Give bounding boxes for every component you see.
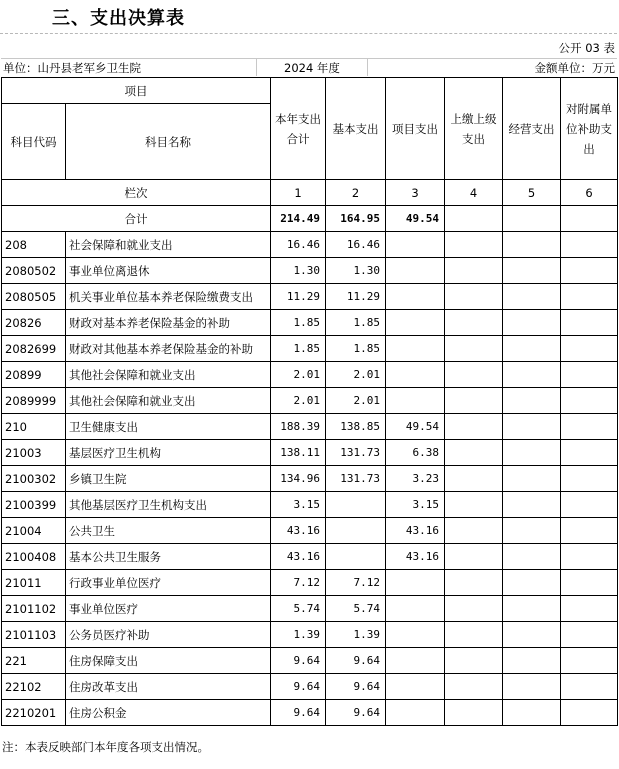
row-name: 基层医疗卫生机构 <box>66 440 271 466</box>
row-upper <box>445 336 503 362</box>
row-basic <box>326 544 386 570</box>
page-title: 三、支出决算表 <box>52 8 185 29</box>
row-code: 21003 <box>2 440 66 466</box>
row-total: 1.39 <box>271 622 326 648</box>
row-name: 机关事业单位基本养老保险缴费支出 <box>66 284 271 310</box>
row-upper <box>445 518 503 544</box>
table-row <box>2 492 618 518</box>
row-business <box>503 388 561 414</box>
row-code: 2100408 <box>2 544 66 570</box>
col-num: 2 <box>326 180 386 206</box>
row-basic: 1.39 <box>326 622 386 648</box>
row-upper <box>445 492 503 518</box>
table-row <box>2 570 618 596</box>
header-total: 本年支出合计 <box>271 78 326 180</box>
row-business <box>503 570 561 596</box>
row-project <box>386 310 445 336</box>
row-basic: 1.85 <box>326 310 386 336</box>
row-subsidy <box>561 414 618 440</box>
row-basic: 9.64 <box>326 700 386 726</box>
row-total: 134.96 <box>271 466 326 492</box>
row-basic: 131.73 <box>326 466 386 492</box>
row-total: 5.74 <box>271 596 326 622</box>
row-total: 43.16 <box>271 518 326 544</box>
row-total: 1.30 <box>271 258 326 284</box>
unit-name: 单位：山丹县老军乡卫生院 <box>3 61 141 75</box>
table-row <box>2 674 618 700</box>
table-row <box>2 258 618 284</box>
row-upper <box>445 622 503 648</box>
header-name: 科目名称 <box>66 104 271 180</box>
table-row <box>2 596 618 622</box>
row-total: 9.64 <box>271 648 326 674</box>
row-total: 2.01 <box>271 362 326 388</box>
row-code: 2080505 <box>2 284 66 310</box>
row-name: 住房保障支出 <box>66 648 271 674</box>
row-subsidy <box>561 232 618 258</box>
row-name: 行政事业单位医疗 <box>66 570 271 596</box>
total-row <box>2 206 618 232</box>
row-project <box>386 700 445 726</box>
row-subsidy <box>561 518 618 544</box>
row-subsidy <box>561 622 618 648</box>
row-project <box>386 388 445 414</box>
fiscal-year: 2024 年度 <box>284 61 340 75</box>
row-total: 11.29 <box>271 284 326 310</box>
row-basic: 9.64 <box>326 674 386 700</box>
row-basic <box>326 518 386 544</box>
table-row <box>2 466 618 492</box>
row-subsidy <box>561 284 618 310</box>
row-business <box>503 336 561 362</box>
row-basic: 138.85 <box>326 414 386 440</box>
row-name: 社会保障和就业支出 <box>66 232 271 258</box>
row-subsidy <box>561 674 618 700</box>
header-business: 经营支出 <box>503 78 561 180</box>
row-upper <box>445 414 503 440</box>
row-code: 208 <box>2 232 66 258</box>
row-subsidy <box>561 310 618 336</box>
row-subsidy <box>561 570 618 596</box>
row-subsidy <box>561 440 618 466</box>
row-business <box>503 440 561 466</box>
row-upper <box>445 362 503 388</box>
footnote: 注：本表反映部门本年度各项支出情况。 <box>2 740 209 754</box>
header-upper: 上缴上级支出 <box>445 78 503 180</box>
row-business <box>503 414 561 440</box>
row-name: 其他社会保障和就业支出 <box>66 362 271 388</box>
row-code: 2082699 <box>2 336 66 362</box>
row-upper <box>445 466 503 492</box>
col-num: 1 <box>271 180 326 206</box>
row-name: 住房改革支出 <box>66 674 271 700</box>
row-basic: 2.01 <box>326 388 386 414</box>
row-upper <box>445 570 503 596</box>
row-total: 2.01 <box>271 388 326 414</box>
row-basic: 11.29 <box>326 284 386 310</box>
row-total: 138.11 <box>271 440 326 466</box>
row-business <box>503 674 561 700</box>
table-row <box>2 284 618 310</box>
total-business <box>503 206 561 232</box>
amount-unit: 金额单位：万元 <box>534 61 615 75</box>
row-project <box>386 622 445 648</box>
row-project: 49.54 <box>386 414 445 440</box>
row-business <box>503 700 561 726</box>
total-label: 合计 <box>2 206 271 232</box>
row-code: 210 <box>2 414 66 440</box>
row-total: 7.12 <box>271 570 326 596</box>
row-project <box>386 258 445 284</box>
row-subsidy <box>561 466 618 492</box>
row-project: 3.23 <box>386 466 445 492</box>
row-basic: 2.01 <box>326 362 386 388</box>
row-total: 9.64 <box>271 700 326 726</box>
row-basic: 9.64 <box>326 648 386 674</box>
col-num: 3 <box>386 180 445 206</box>
row-subsidy <box>561 362 618 388</box>
table-row <box>2 700 618 726</box>
row-name: 财政对其他基本养老保险基金的补助 <box>66 336 271 362</box>
row-upper <box>445 284 503 310</box>
row-upper <box>445 674 503 700</box>
header-subsidy: 对附属单位补助支出 <box>561 78 618 180</box>
table-row <box>2 622 618 648</box>
total-amount: 214.49 <box>271 206 326 232</box>
row-basic: 7.12 <box>326 570 386 596</box>
row-code: 22102 <box>2 674 66 700</box>
row-code: 21011 <box>2 570 66 596</box>
table-row <box>2 310 618 336</box>
row-code: 2089999 <box>2 388 66 414</box>
row-upper <box>445 544 503 570</box>
table-number: 公开 03 表 <box>558 41 615 55</box>
table-row <box>2 440 618 466</box>
row-basic: 16.46 <box>326 232 386 258</box>
row-code: 2080502 <box>2 258 66 284</box>
row-business <box>503 622 561 648</box>
row-code: 2101103 <box>2 622 66 648</box>
row-name: 财政对基本养老保险基金的补助 <box>66 310 271 336</box>
row-name: 乡镇卫生院 <box>66 466 271 492</box>
row-name: 住房公积金 <box>66 700 271 726</box>
row-code: 20899 <box>2 362 66 388</box>
row-project: 43.16 <box>386 544 445 570</box>
table-row <box>2 232 618 258</box>
row-basic: 131.73 <box>326 440 386 466</box>
row-subsidy <box>561 492 618 518</box>
total-project: 49.54 <box>386 206 445 232</box>
row-name: 公务员医疗补助 <box>66 622 271 648</box>
expenditure-table <box>1 77 618 726</box>
row-project <box>386 596 445 622</box>
table-row <box>2 544 618 570</box>
row-upper <box>445 388 503 414</box>
header-project: 项目支出 <box>386 78 445 180</box>
col-num: 4 <box>445 180 503 206</box>
table-row <box>2 648 618 674</box>
row-project: 6.38 <box>386 440 445 466</box>
row-upper <box>445 700 503 726</box>
row-business <box>503 648 561 674</box>
row-subsidy <box>561 596 618 622</box>
row-code: 2210201 <box>2 700 66 726</box>
table-row <box>2 336 618 362</box>
table-row <box>2 388 618 414</box>
row-business <box>503 310 561 336</box>
col-num: 6 <box>561 180 618 206</box>
row-name: 卫生健康支出 <box>66 414 271 440</box>
row-subsidy <box>561 700 618 726</box>
row-subsidy <box>561 544 618 570</box>
row-business <box>503 466 561 492</box>
row-business <box>503 362 561 388</box>
row-subsidy <box>561 388 618 414</box>
row-subsidy <box>561 648 618 674</box>
table-row <box>2 362 618 388</box>
row-subsidy <box>561 336 618 362</box>
total-basic: 164.95 <box>326 206 386 232</box>
row-basic <box>326 492 386 518</box>
row-upper <box>445 648 503 674</box>
total-upper <box>445 206 503 232</box>
row-code: 2101102 <box>2 596 66 622</box>
row-code: 21004 <box>2 518 66 544</box>
row-upper <box>445 440 503 466</box>
row-name: 基本公共卫生服务 <box>66 544 271 570</box>
row-total: 188.39 <box>271 414 326 440</box>
row-business <box>503 258 561 284</box>
meta-separator <box>367 59 368 76</box>
row-project <box>386 362 445 388</box>
row-subsidy <box>561 258 618 284</box>
row-business <box>503 232 561 258</box>
row-name: 其他基层医疗卫生机构支出 <box>66 492 271 518</box>
row-name: 其他社会保障和就业支出 <box>66 388 271 414</box>
row-name: 事业单位医疗 <box>66 596 271 622</box>
row-business <box>503 284 561 310</box>
row-basic: 5.74 <box>326 596 386 622</box>
row-project <box>386 284 445 310</box>
row-upper <box>445 596 503 622</box>
row-project <box>386 232 445 258</box>
row-code: 2100302 <box>2 466 66 492</box>
row-code: 221 <box>2 648 66 674</box>
total-subsidy <box>561 206 618 232</box>
table-row <box>2 414 618 440</box>
row-code: 20826 <box>2 310 66 336</box>
row-basic: 1.30 <box>326 258 386 284</box>
row-upper <box>445 310 503 336</box>
row-total: 16.46 <box>271 232 326 258</box>
row-total: 43.16 <box>271 544 326 570</box>
column-label: 栏次 <box>2 180 271 206</box>
row-total: 9.64 <box>271 674 326 700</box>
row-total: 3.15 <box>271 492 326 518</box>
row-project <box>386 648 445 674</box>
row-upper <box>445 232 503 258</box>
row-business <box>503 492 561 518</box>
row-business <box>503 544 561 570</box>
row-basic: 1.85 <box>326 336 386 362</box>
header-basic: 基本支出 <box>326 78 386 180</box>
row-business <box>503 596 561 622</box>
meta-top-border <box>1 58 617 59</box>
row-upper <box>445 258 503 284</box>
row-project: 3.15 <box>386 492 445 518</box>
row-code: 2100399 <box>2 492 66 518</box>
row-project <box>386 570 445 596</box>
row-total: 1.85 <box>271 310 326 336</box>
row-project <box>386 336 445 362</box>
header-code: 科目代码 <box>2 104 66 180</box>
header-item: 项目 <box>2 78 271 104</box>
title-divider <box>0 33 617 34</box>
row-business <box>503 518 561 544</box>
meta-separator <box>256 59 257 76</box>
row-name: 公共卫生 <box>66 518 271 544</box>
row-project <box>386 674 445 700</box>
row-project: 43.16 <box>386 518 445 544</box>
col-num: 5 <box>503 180 561 206</box>
table-row <box>2 518 618 544</box>
row-name: 事业单位离退休 <box>66 258 271 284</box>
row-total: 1.85 <box>271 336 326 362</box>
